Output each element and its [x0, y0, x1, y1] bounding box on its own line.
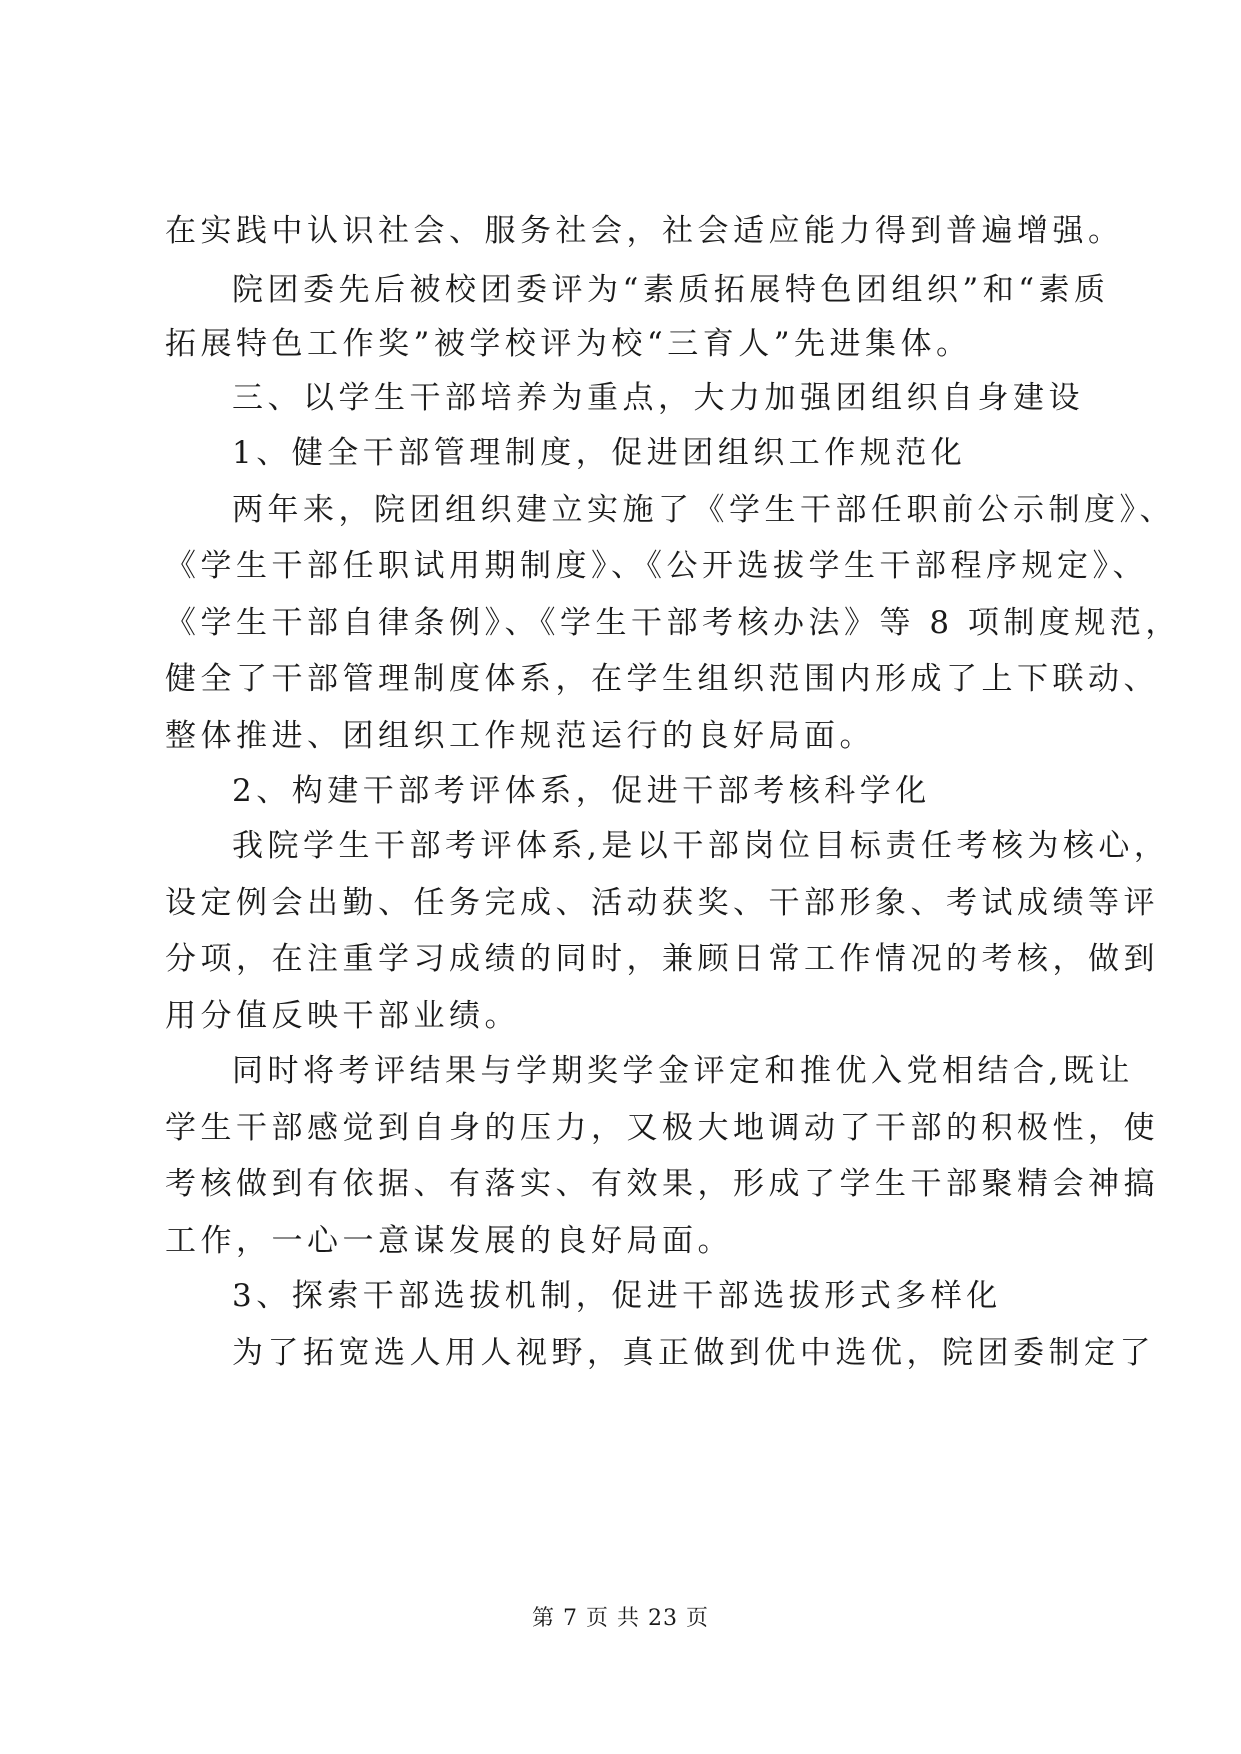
text-line: 院团委先后被校团委评为“素质拓展特色团组织”和“素质: [232, 272, 1110, 308]
text-line: 设定例会出勤、任务完成、活动获奖、干部形象、考试成绩等评: [165, 885, 1159, 921]
text-line: 在实践中认识社会、服务社会，社会适应能力得到普遍增强。: [165, 213, 1124, 249]
text-line: 用分值反映干部业绩。: [165, 998, 520, 1034]
text-line: 工作，一心一意谋发展的良好局面。: [165, 1223, 733, 1259]
text-line: 同时将考评结果与学期奖学金评定和推优入党相结合,既让: [232, 1053, 1134, 1089]
text-line: 三、以学生干部培养为重点，大力加强团组织自身建设: [232, 380, 1084, 416]
text-line: 分项，在注重学习成绩的同时，兼顾日常工作情况的考核，做到: [165, 941, 1159, 977]
text-line: 1、健全干部管理制度，促进团组织工作规范化: [232, 435, 967, 471]
text-line: 《学生干部任职试用期制度》、《公开选拔学生干部程序规定》、: [165, 548, 1148, 584]
text-line: 2、构建干部考评体系，促进干部考核科学化: [232, 773, 931, 809]
page-number-footer: 第 7 页 共 23 页: [532, 1606, 709, 1631]
text-line: 3、探索干部选拔机制，促进干部选拔形式多样化: [232, 1278, 1002, 1314]
text-line: 《学生干部自律条例》、《学生干部考核办法》等 8 项制度规范，: [165, 605, 1181, 641]
text-line: 考核做到有依据、有落实、有效果，形成了学生干部聚精会神搞: [165, 1166, 1159, 1202]
text-line: 两年来，院团组织建立实施了《学生干部任职前公示制度》、: [232, 492, 1175, 528]
text-line: 整体推进、团组织工作规范运行的良好局面。: [165, 718, 875, 754]
text-line: 我院学生干部考评体系,是以干部岗位目标责任考核为核心，: [232, 828, 1170, 864]
text-line: 拓展特色工作奖”被学校评为校“三育人”先进集体。: [165, 326, 972, 362]
text-line: 学生干部感觉到自身的压力，又极大地调动了干部的积极性，使: [165, 1110, 1159, 1146]
text-line: 健全了干部管理制度体系，在学生组织范围内形成了上下联动、: [165, 661, 1159, 697]
text-line: 为了拓宽选人用人视野，真正做到优中选优，院团委制定了: [232, 1335, 1155, 1371]
